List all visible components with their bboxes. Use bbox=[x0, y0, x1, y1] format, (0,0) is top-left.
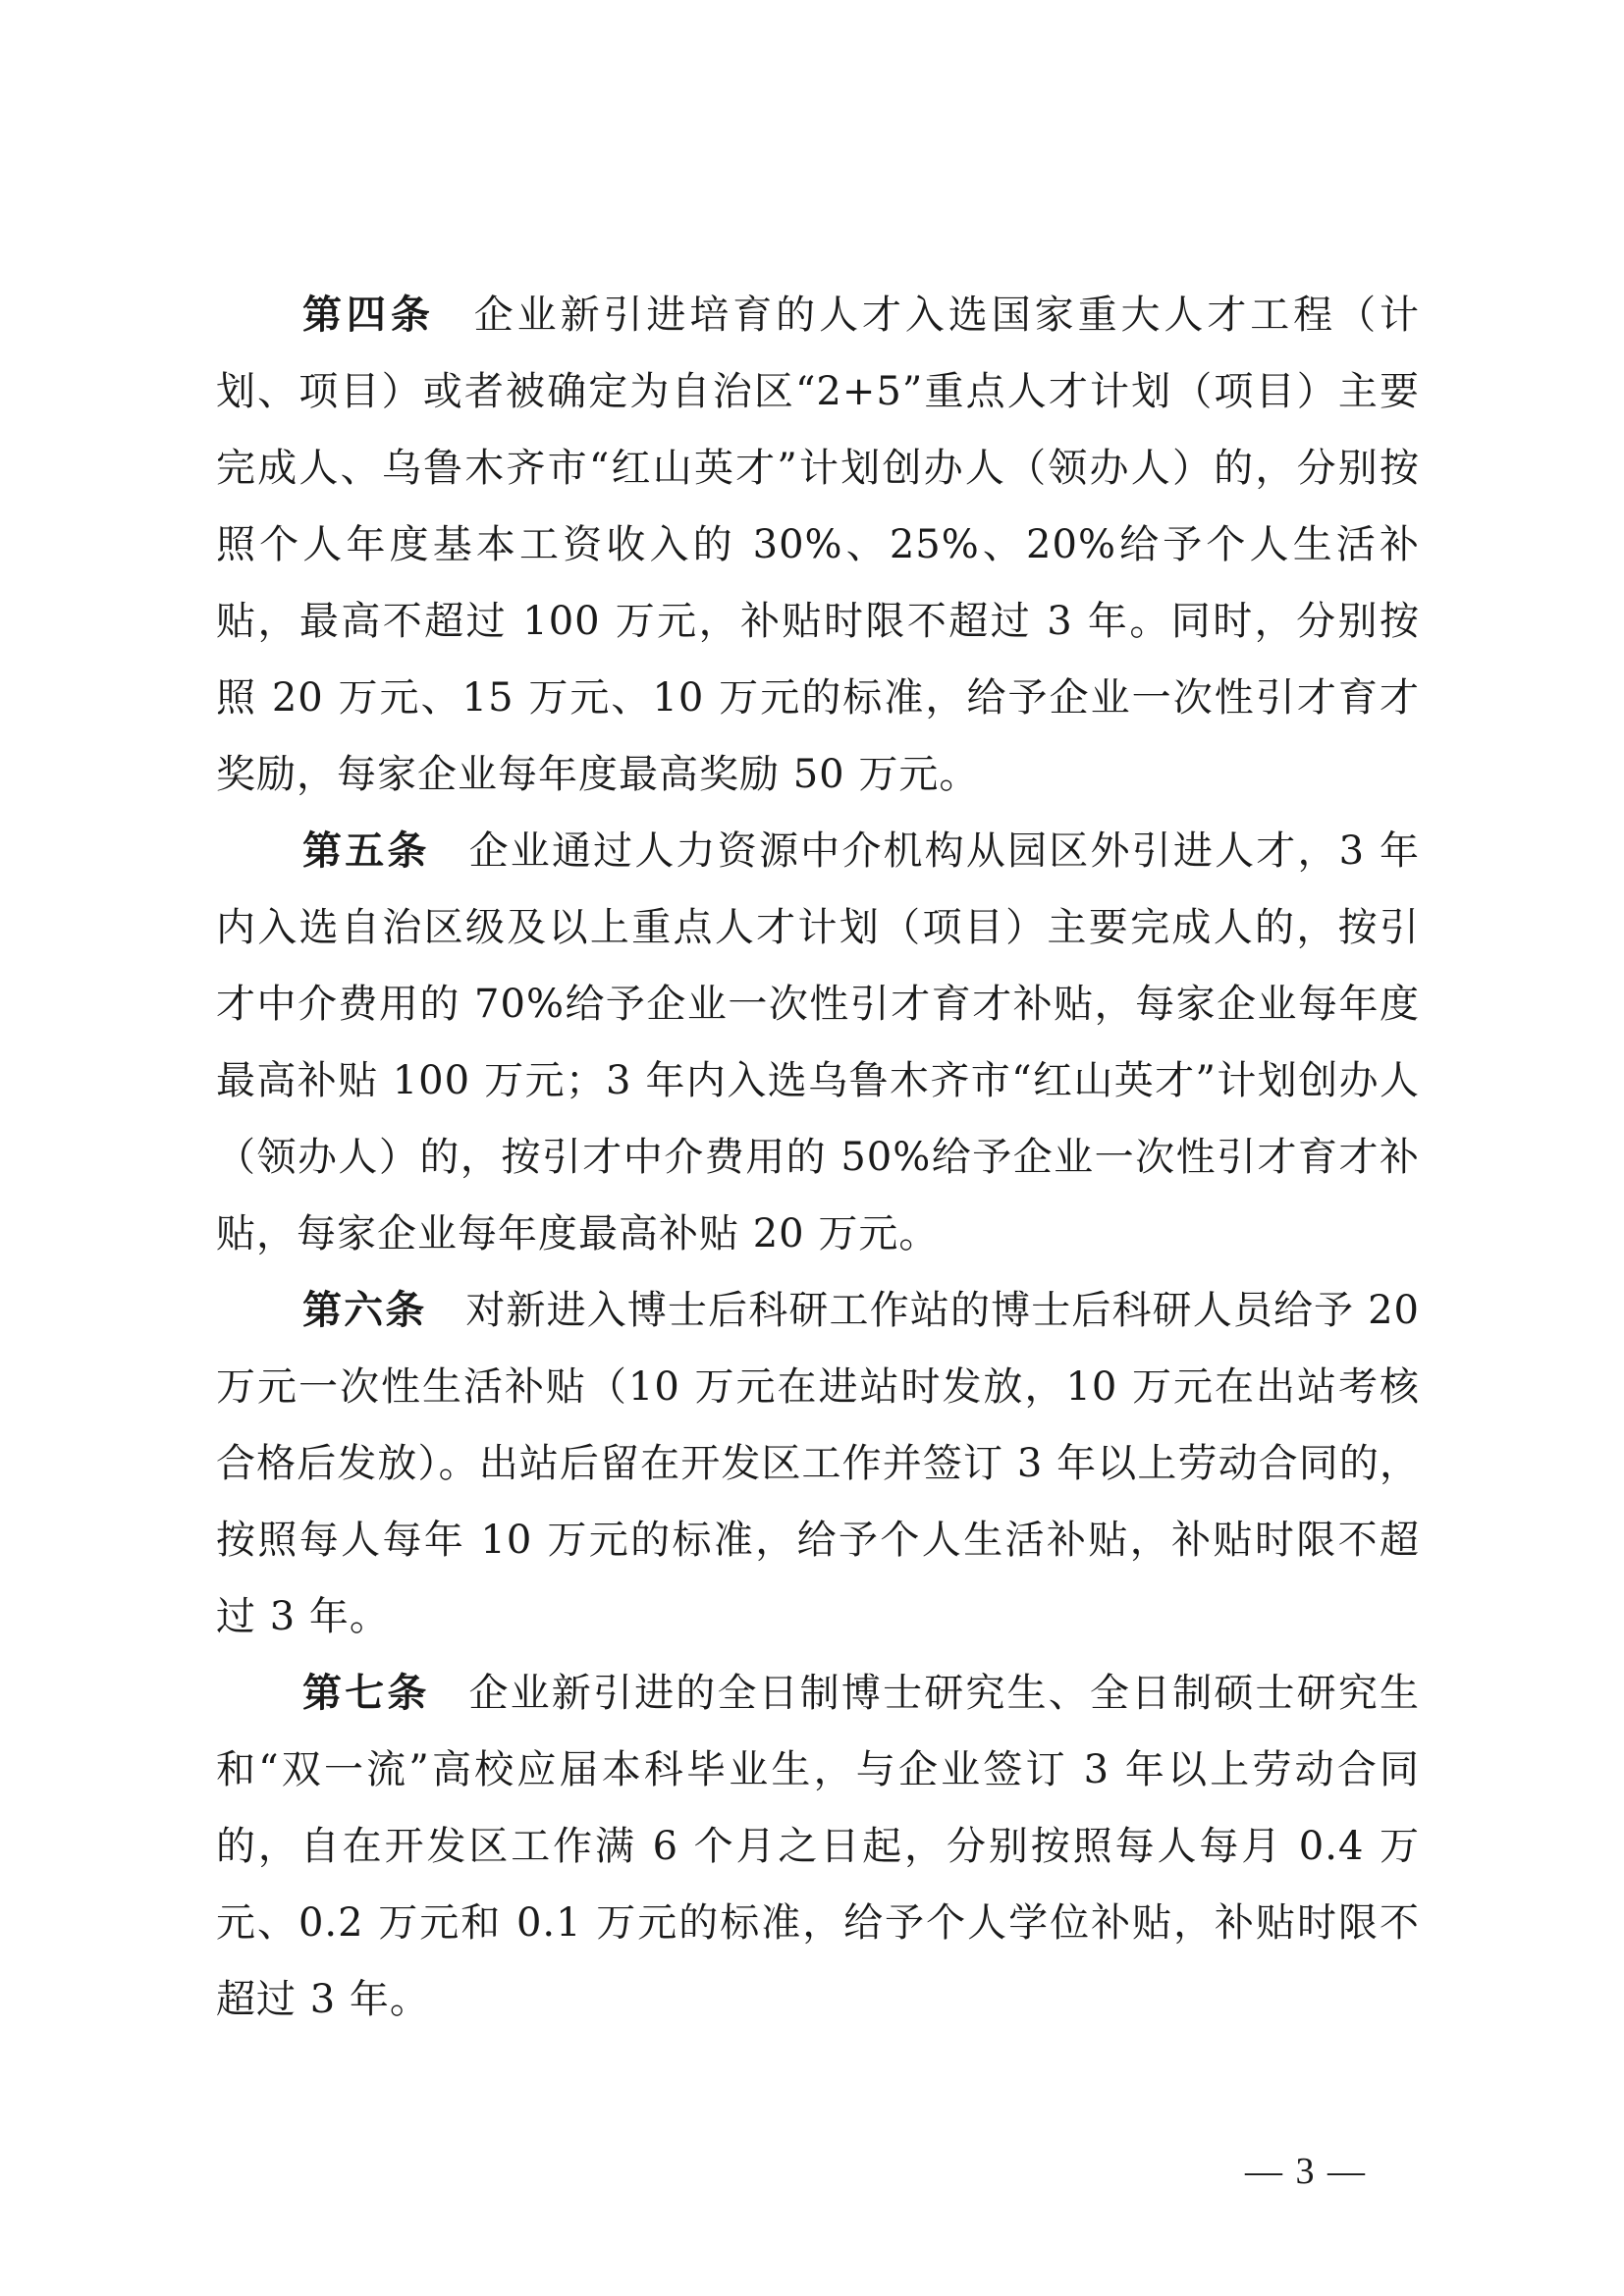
article-heading: 第六条 bbox=[302, 1288, 427, 1333]
article-text: 企业新引进的全日制博士研究生、全日制硕士研究生和“双一流”高校应届本科毕业生，与企业签订 3 年以上劳动合同的，自在开发区工作满 6 个月之日起，分别按照每人每月 0.4 万元、0.2 万元和 0.1 万元的标准，给予个人学位补贴，补贴时限不超过 3 年。 bbox=[216, 1671, 1421, 2022]
article-text: 企业新引进培育的人才入选国家重大人才工程（计划、项目）或者被确定为自治区“2+5”重点人才计划（项目）主要完成人、乌鲁木齐市“红山英才”计划创办人（领办人）的，分别按照个人年度基本工资收入的 30%、25%、20%给予个人生活补贴，最高不超过 100 万元，补贴时限不超过 3 年。同时，分别按照 20 万元、15 万元、10 万元的标准，给予企业一次性引才育才奖励，每家企业每年度最高奖励 50 万元。 bbox=[216, 293, 1420, 797]
article-heading: 第五条 bbox=[302, 828, 430, 874]
article-7 bbox=[216, 1655, 1420, 2038]
page-number: — 3 — bbox=[1245, 2151, 1367, 2192]
article-heading: 第七条 bbox=[302, 1671, 430, 1716]
article-5 bbox=[216, 813, 1420, 1272]
document-body bbox=[216, 277, 1420, 2038]
article-4 bbox=[216, 277, 1420, 813]
article-heading: 第四条 bbox=[302, 293, 435, 338]
article-text: 企业通过人力资源中介机构从园区外引进人才，3 年内入选自治区级及以上重点人才计划（项目）主要完成人的，按引才中介费用的 70%给予企业一次性引才育才补贴，每家企业每年度最高补贴 100 万元；3 年内入选乌鲁木齐市“红山英才”计划创办人（领办人）的，按引才中介费用的 50%给予企业一次性引才育才补贴，每家企业每年度最高补贴 20 万元。 bbox=[216, 828, 1421, 1256]
article-6 bbox=[216, 1272, 1420, 1655]
article-text: 对新进入博士后科研工作站的博士后科研人员给予 20 万元一次性生活补贴（10 万元在进站时发放，10 万元在出站考核合格后发放）。出站后留在开发区工作并签订 3 年以上劳动合同的，按照每人每年 10 万元的标准，给予个人生活补贴，补贴时限不超过 3 年。 bbox=[216, 1288, 1420, 1639]
